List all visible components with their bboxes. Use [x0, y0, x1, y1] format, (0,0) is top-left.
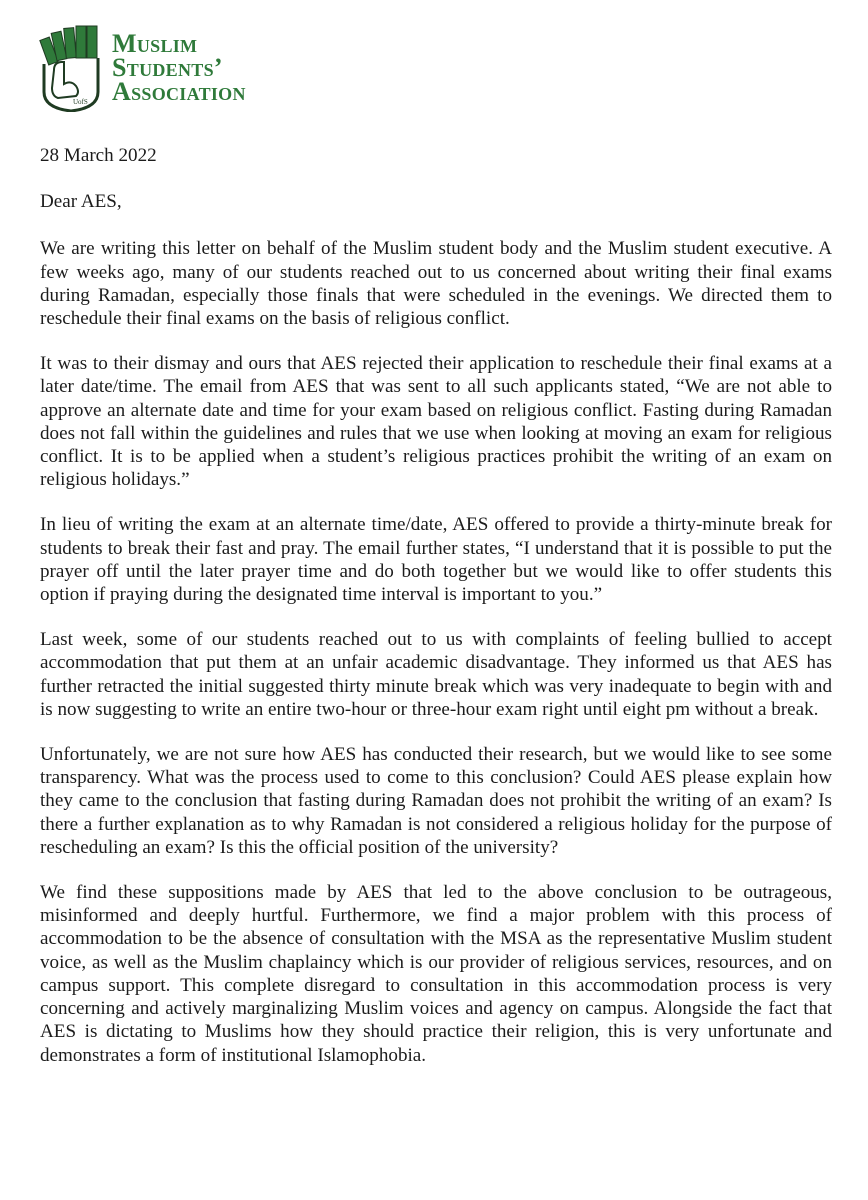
letterhead	[38, 24, 368, 114]
msa-logo-icon	[38, 24, 104, 112]
letter-body	[40, 144, 832, 1067]
organization-name	[112, 29, 246, 106]
organization-name-line-2: Students’	[112, 53, 223, 82]
letter-date: 28 March 2022	[40, 145, 157, 166]
paragraph-5: Unfortunately, we are not sure how AES has conducted their research, but we would like to see some transparency. What was the process used to come to this conclusion? Could AES please explain how they came to the conclusion that fasting during Ramadan does not prohibit the writing of an exam? Is there a further explanation as to why Ramadan is not considered a religious holiday for the purpose of rescheduling an exam? Is this the official position of the university?	[40, 744, 832, 858]
paragraph-2: It was to their dismay and ours that AES rejected their application to reschedule their final exams at a later date/time. The email from AES that was sent to all such applicants stated, “We are not able to approve an alternate date and time for your exam based on religious conflict. Fasting during Ramadan does not fall within the guidelines and rules that we use when looking at moving an exam for religious conflict. It is to be applied when a student’s religious practices prohibit the writing of an exam on religious holidays.”	[40, 353, 832, 491]
letter-salutation: Dear AES,	[40, 191, 122, 213]
organization-name-line-3: Association	[112, 77, 246, 106]
logo-text: UofS	[73, 98, 88, 106]
paragraph-1: We are writing this letter on behalf of the Muslim student body and the Muslim student executive. A few weeks ago, many of our students reached out to us concerned about writing their final exams during Ramadan, especially those finals that were scheduled in the evenings. We directed them to reschedule their final exams on the basis of religious conflict.	[40, 238, 832, 330]
paragraph-4: Last week, some of our students reached out to us with complaints of feeling bullied to accept accommodation that put them at an unfair academic disadvantage. They informed us that AES has further retracted the initial suggested thirty minute break which was very inadequate to begin with and is now suggesting to write an entire two-hour or three-hour exam right until eight pm without a break.	[40, 629, 832, 720]
paragraph-3: In lieu of writing the exam at an alternate time/date, AES offered to provide a thirty-minute break for students to break their fast and pray. The email further states, “I understand that it is possible to put the prayer off until the later prayer time and do both together but we would like to offer students this option if praying during the designated time interval is important to you.”	[40, 514, 832, 606]
organization-name-line-1: Muslim	[112, 29, 198, 58]
paragraph-6: We find these suppositions made by AES that led to the above conclusion to be outrageous, misinformed and deeply hurtful. Furthermore, we find a major problem with this process of accommodation to be the absence of consultation with the MSA as the representative Muslim student voice, as well as the Muslim chaplaincy which is our provider of religious services, resources, and on campus support. This complete disregard to consultation in this accommodation process is very concerning and actively marginalizing Muslim voices and agency on campus. Alongside the fact that AES is dictating to Muslims how they should practice their religion, this is very unfortunate and demonstrates a form of institutional Islamophobia.	[40, 882, 832, 1066]
